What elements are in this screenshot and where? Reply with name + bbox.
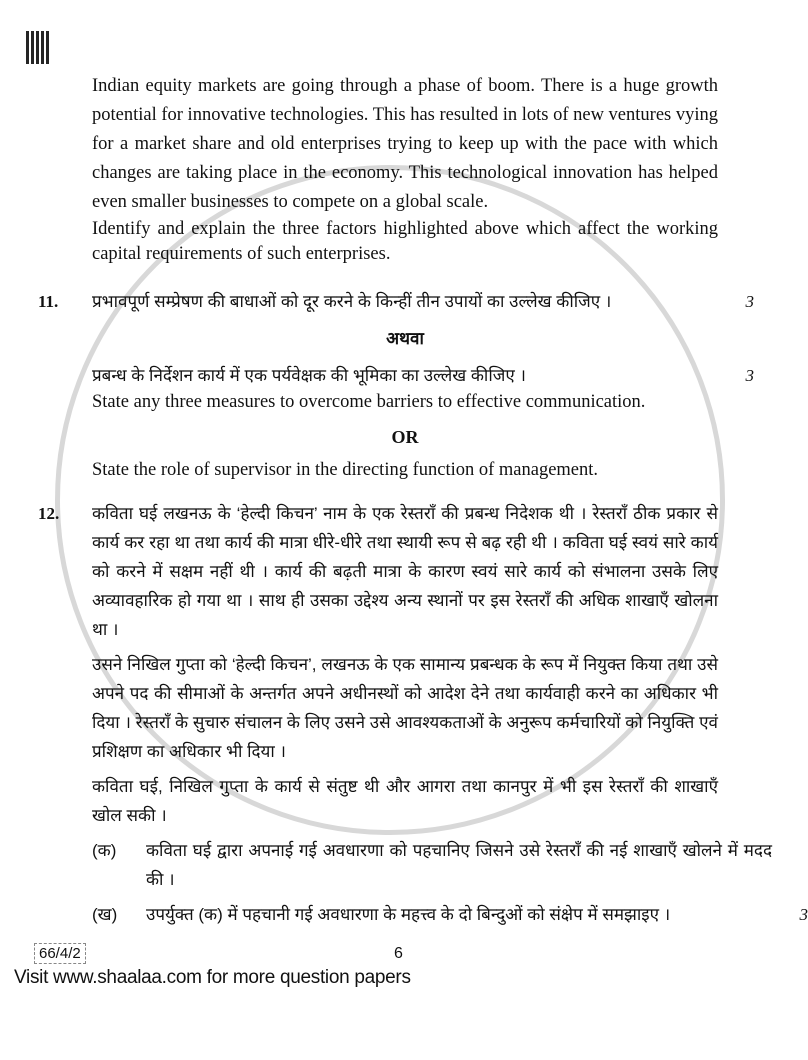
part-text: उपर्युक्त (क) में पहचानी गई अवधारणा के महत्त्व के दो बिन्दुओं को संक्षेप में समझाइए ।: [146, 905, 671, 924]
q11-marks-alt: 3: [745, 366, 754, 385]
q12-row: [38, 499, 718, 644]
q11-english-alt: State the role of supervisor in the directing function of management.: [92, 460, 599, 480]
q11-hindi-row: [38, 287, 754, 316]
q11-hindi-alt-row: [92, 361, 754, 390]
q12-para2: उसने निखिल गुप्ता को ‘हेल्दी किचन’, लखनऊ के एक सामान्य प्रबन्धक के रूप में नियुक्त किया तथा उसे अपने पद की सीमाओं के अन्तर्गत अपने अधीनस्थों को आदेश देने तथा कार्यवाही करने का अधिकार भी दिया । रेस्तराँ के सुचारु संचालन के लिए उसने उसे आवश्यकताओं के अनुरूप कर्मचारियों को नियुक्ति एवं प्रशिक्षण का अधिकार भी दिया ।: [92, 655, 718, 761]
part-label: (ख): [92, 905, 118, 924]
paper-code: 66/4/2: [34, 943, 86, 964]
q10-question: Identify and explain the three factors highlighted above which affect the working capital requirements of such enterprises.: [92, 219, 718, 264]
page-number: 6: [394, 945, 403, 962]
q12-para1: कविता घई लखनऊ के ‘हेल्दी किचन’ नाम के एक रेस्तराँ की प्रबन्ध निदेशक थी । रेस्तराँ ठीक प्रकार से कार्य कर रहा था तथा कार्य की मात्रा धीरे-धीरे तथा स्थायी रूप से बढ़ रही थी । कविता घई स्वयं सारे कार्य को करने में सक्षम नहीं थी । कार्य की बढ़ती मात्रा के कारण स्वयं सारे कार्य को संभालना उसके लिए अव्यावहारिक हो गया था । साथ ही उसका उद्देश्य अन्य स्थानों पर इस रेस्तराँ की अधिक शाखाएँ खोलना था ।: [92, 504, 718, 639]
q10-passage: Indian equity markets are going through a phase of boom. There is a huge growth potential for innovative technologies. This has resulted in lots of new ventures vying for a market share and old enterprises trying to keep up with the pace with which changes are taking place in the economy. This technological innovation has helped even smaller businesses to compete on a global scale.: [92, 76, 718, 212]
q11-hindi-question: प्रभावपूर्ण सम्प्रेषण की बाधाओं को दूर करने के किन्हीं तीन उपायों का उल्लेख कीजिए ।: [92, 292, 612, 311]
part-text: कविता घई द्वारा अपनाई गई अवधारणा को पहचानिए जिसने उसे रेस्तराँ की नई शाखाएँ खोलने में मदद की ।: [146, 841, 772, 889]
q11-hindi-alt: प्रबन्ध के निर्देशन कार्य में एक पर्यवेक्षक की भूमिका का उल्लेख कीजिए ।: [92, 366, 526, 385]
q12-part-kha: [92, 900, 808, 929]
part-label: (क): [92, 841, 117, 860]
q11-hindi-or: अथवा: [386, 329, 424, 348]
q11-number: 11.: [38, 292, 59, 311]
qr-code-icon: [26, 31, 49, 64]
q11-english-question: State any three measures to overcome barriers to effective communication.: [92, 392, 646, 412]
visit-link[interactable]: Visit www.shaalaa.com for more question papers: [14, 967, 411, 988]
q12-number: 12.: [38, 504, 60, 523]
footer: [34, 943, 800, 965]
q11-marks: 3: [745, 292, 754, 311]
q11-english-or: OR: [391, 427, 419, 447]
q12-marks: 3: [799, 905, 808, 924]
q12-part-ka: [92, 836, 772, 894]
q12-para3: कविता घई, निखिल गुप्ता के कार्य से संतुष्ट थी और आगरा तथा कानपुर में भी इस रेस्तराँ की शाखाएँ खोल सकी ।: [92, 777, 718, 825]
